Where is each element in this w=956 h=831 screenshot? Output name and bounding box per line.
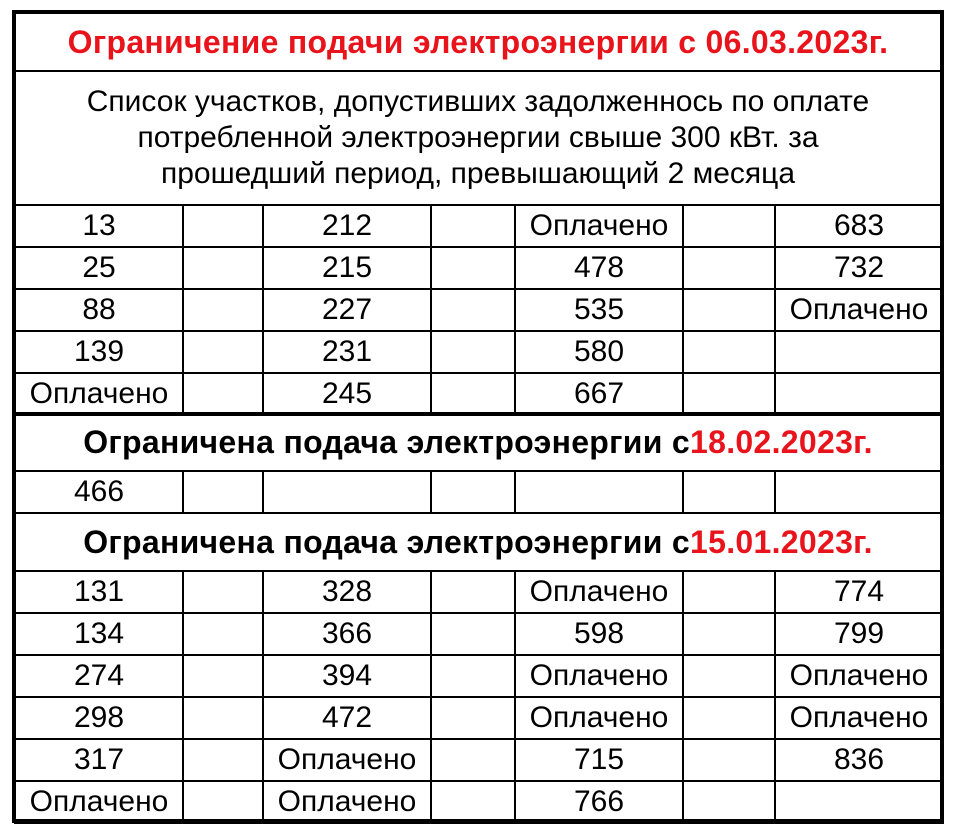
table-cell [182, 696, 264, 740]
table-cell [682, 288, 776, 332]
table-cell: 298 [14, 696, 184, 740]
table-cell: 245 [262, 372, 432, 416]
table-cell [182, 288, 264, 332]
table-cell [682, 330, 776, 374]
table-cell: 472 [262, 696, 432, 740]
table-cell [774, 780, 944, 824]
table-cell: 394 [262, 654, 432, 698]
table-cell: 131 [14, 570, 184, 614]
section-15-01-title [14, 512, 942, 572]
table-cell: Оплачено [262, 780, 432, 824]
table-cell [182, 372, 264, 416]
table-cell [430, 738, 516, 782]
table-cell [182, 470, 264, 514]
table-cell: 715 [514, 738, 684, 782]
table-cell: 836 [774, 738, 944, 782]
table-cell [430, 246, 516, 290]
subtitle-line-1: Список участков, допустивших задолженнось по оплате [86, 85, 870, 118]
table-cell: Оплачено [262, 738, 432, 782]
table-cell: Оплачено [514, 570, 684, 614]
table-cell [682, 204, 776, 248]
table-cell [430, 612, 516, 656]
table-cell: Оплачено [774, 288, 944, 332]
subtitle-line-3: прошедший период, превышающий 2 месяца [160, 157, 796, 190]
table-cell [182, 612, 264, 656]
table-cell: 774 [774, 570, 944, 614]
table-cell [774, 470, 944, 514]
table-cell: Оплачено [14, 780, 184, 824]
table-cell: 598 [514, 612, 684, 656]
table-cell [262, 470, 432, 514]
section-18-02-title-text: Ограничена подача электроэнергии с [83, 423, 691, 460]
table-cell: 799 [774, 612, 944, 656]
table-cell: Оплачено [774, 696, 944, 740]
table-cell: 134 [14, 612, 184, 656]
section-18-02-date: 18.02.2023г. [690, 423, 873, 460]
table-cell [430, 288, 516, 332]
table-cell: Оплачено [514, 654, 684, 698]
table-cell [182, 654, 264, 698]
table-cell: 580 [514, 330, 684, 374]
table-cell: 227 [262, 288, 432, 332]
table-cell: 766 [514, 780, 684, 824]
table-cell [682, 780, 776, 824]
table-cell [182, 570, 264, 614]
table-cell [682, 470, 776, 514]
section-15-01-title-text: Ограничена подача электроэнергии с [83, 523, 691, 560]
page-subtitle [14, 70, 942, 206]
table-cell: Оплачено [514, 204, 684, 248]
table-cell [182, 246, 264, 290]
subtitle-line-2: потребленной электроэнергии свыше 300 кВт. за [137, 121, 819, 154]
table-cell [514, 470, 684, 514]
table-cell [430, 780, 516, 824]
table-cell: 683 [774, 204, 944, 248]
table-cell [682, 372, 776, 416]
table-cell [774, 372, 944, 416]
table-cell [430, 696, 516, 740]
table-cell [430, 570, 516, 614]
table-cell [430, 654, 516, 698]
page-title: Ограничение подачи электроэнергии с 06.03.2023г. [14, 12, 942, 72]
table-cell: Оплачено [774, 654, 944, 698]
table-cell: 13 [14, 204, 184, 248]
table-cell: 274 [14, 654, 184, 698]
table-cell [430, 372, 516, 416]
table-cell: 139 [14, 330, 184, 374]
table-cell: 667 [514, 372, 684, 416]
table-cell: Оплачено [14, 372, 184, 416]
table-cell: 732 [774, 246, 944, 290]
table-cell [182, 780, 264, 824]
table-cell [430, 470, 516, 514]
table-cell: 25 [14, 246, 184, 290]
table-cell: 535 [514, 288, 684, 332]
table-cell: 328 [262, 570, 432, 614]
table-cell [682, 696, 776, 740]
section-15-01-date: 15.01.2023г. [690, 523, 873, 560]
table-cell: Оплачено [514, 696, 684, 740]
table-cell [182, 330, 264, 374]
table-cell [682, 612, 776, 656]
table-cell [682, 570, 776, 614]
table-cell [182, 738, 264, 782]
table-cell: 478 [514, 246, 684, 290]
table-cell [682, 654, 776, 698]
table-cell [182, 204, 264, 248]
table-cell: 366 [262, 612, 432, 656]
table-cell [682, 738, 776, 782]
table-cell [682, 246, 776, 290]
table-cell [430, 330, 516, 374]
section-18-02-title [14, 412, 942, 472]
table-cell [430, 204, 516, 248]
table-cell: 88 [14, 288, 184, 332]
table-cell [774, 330, 944, 374]
table-cell: 215 [262, 246, 432, 290]
table-cell: 317 [14, 738, 184, 782]
table-cell: 212 [262, 204, 432, 248]
table-cell: 231 [262, 330, 432, 374]
table-cell: 466 [14, 470, 184, 514]
